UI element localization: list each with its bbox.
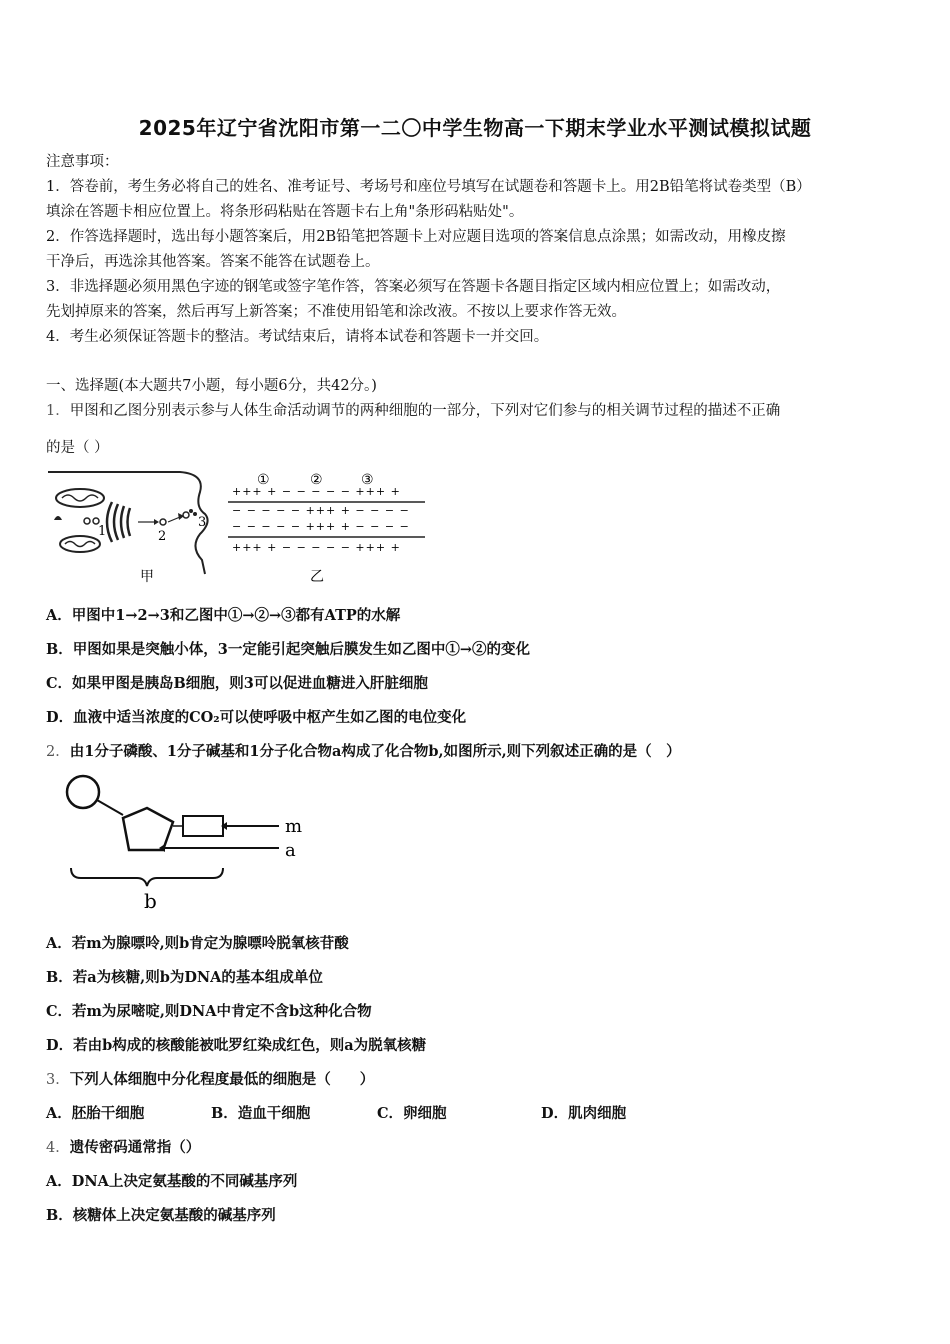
notice-line: 先划掉原来的答案，然后再写上新答案；不准使用铅笔和涂改液。不按以上要求作答无效。 [46,304,626,320]
option-b: B．核糖体上决定氨基酸的碱基序列 [46,1207,276,1224]
label-a: a [285,840,296,861]
figure-q2 [55,770,315,915]
notice-line: 干净后，再选涂其他答案。答案不能答在试题卷上。 [46,254,380,270]
notice-heading: 注意事项： [46,154,119,170]
option-a: A．甲图中1→2→3和乙图中①→②→③都有ATP的水解 [46,607,401,624]
question-number: 2． [46,744,70,760]
charge-row: +++ + − − − − − +++ + [232,485,401,498]
option-a: A．胚胎干细胞 [46,1105,145,1122]
notice-line: 1．答卷前，考生务必将自己的姓名、准考证号、考场号和座位号填写在试题卷和答题卡上。用2B铅笔将试卷类型（B） [46,179,811,195]
charge-row: − − − − − +++ + − − − − [232,520,410,533]
question-2-stem [46,742,906,762]
golgi-icon [107,502,130,542]
option-b: B．甲图如果是突触小体，3一定能引起突触后膜发生如乙图中①→②的变化 [46,641,530,658]
option-b: B．若a为核糖,则b为DNA的基本组成单位 [46,969,323,986]
label-3: 3 [198,515,207,530]
label-yi: 乙 [310,569,324,585]
question-text: 由1分子磷酸、1分子碱基和1分子化合物a构成了化合物b,如图所示,则下列叙述正确的是（ ） [69,743,681,760]
option-c: C．如果甲图是胰岛B细胞，则3可以促进血糖进入肝脏细胞 [46,675,428,692]
question-3-stem [46,1070,906,1090]
notice-line: 4．考生必须保证答题卡的整洁。考试结束后，请将本试卷和答题卡一并交回。 [46,329,549,345]
label-2: 2 [158,529,167,544]
section-heading: 一、选择题(本大题共7小题，每小题6分，共42分。) [46,378,377,394]
charge-row: +++ + − − − − − +++ + [232,541,401,554]
option-d: D．血液中适当浓度的CO₂可以使呼吸中枢产生如乙图的电位变化 [46,709,467,726]
option-c: C．若m为尿嘧啶,则DNA中肯定不含b这种化合物 [46,1003,372,1020]
pentose-icon [123,808,173,850]
notice-line: 3．非选择题必须用黑色字迹的钢笔或签字笔作答，答案必须写在答题卡各题目指定区域内相应位置上；如需改动， [46,279,781,295]
label-circle-2: ② [310,472,323,488]
mitochondrion-icon [56,489,104,507]
question-text: 遗传密码通常指（） [69,1139,201,1156]
organelle-icon [54,516,62,520]
label-1: 1 [98,524,107,539]
option-d: D．若由b构成的核酸能被吡罗红染成红色，则a为脱氧核糖 [46,1037,427,1054]
label-m: m [285,816,303,837]
question-1-stem-cont: 的是（ ） [46,440,109,456]
base-box [183,816,223,836]
option-d: D．肌肉细胞 [541,1105,627,1122]
phosphate-icon [67,776,99,808]
question-1-stem [46,401,906,421]
label-circle-3: ③ [361,472,374,488]
option-a: A．DNA上决定氨基酸的不同碱基序列 [46,1173,298,1190]
option-b: B．造血干细胞 [211,1105,311,1122]
notice-line: 填涂在答题卡相应位置上。将条形码粘贴在答题卡右上角"条形码粘贴处"。 [46,204,524,220]
label-circle-1: ① [257,472,270,488]
charge-row: − − − − − +++ + − − − − [232,504,410,517]
label-jia: 甲 [140,569,154,585]
question-number: 4． [46,1140,70,1156]
question-text: 下列人体细胞中分化程度最低的细胞是（ ） [69,1071,375,1088]
brace [71,868,223,886]
page-title: 2025年辽宁省沈阳市第一二〇中学生物高一下期末学业水平测试模拟试题 [138,116,812,140]
notice-line: 2．作答选择题时，选出每小题答案后，用2B铅笔把答题卡上对应题目选项的答案信息点涂黑；如需改动，用橡皮擦 [46,229,786,245]
option-c: C．卵细胞 [377,1105,447,1122]
question-number: 1． [46,403,70,419]
figure-q1 [40,462,440,587]
question-number: 3． [46,1072,70,1088]
question-4-stem [46,1138,906,1158]
label-b: b [144,889,157,913]
question-text: 甲图和乙图分别表示参与人体生命活动调节的两种细胞的一部分，下列对它们参与的相关调节过程的描述不正确 [69,403,781,419]
option-a: A．若m为腺嘌呤,则b肯定为腺嘌呤脱氧核苷酸 [46,935,349,952]
